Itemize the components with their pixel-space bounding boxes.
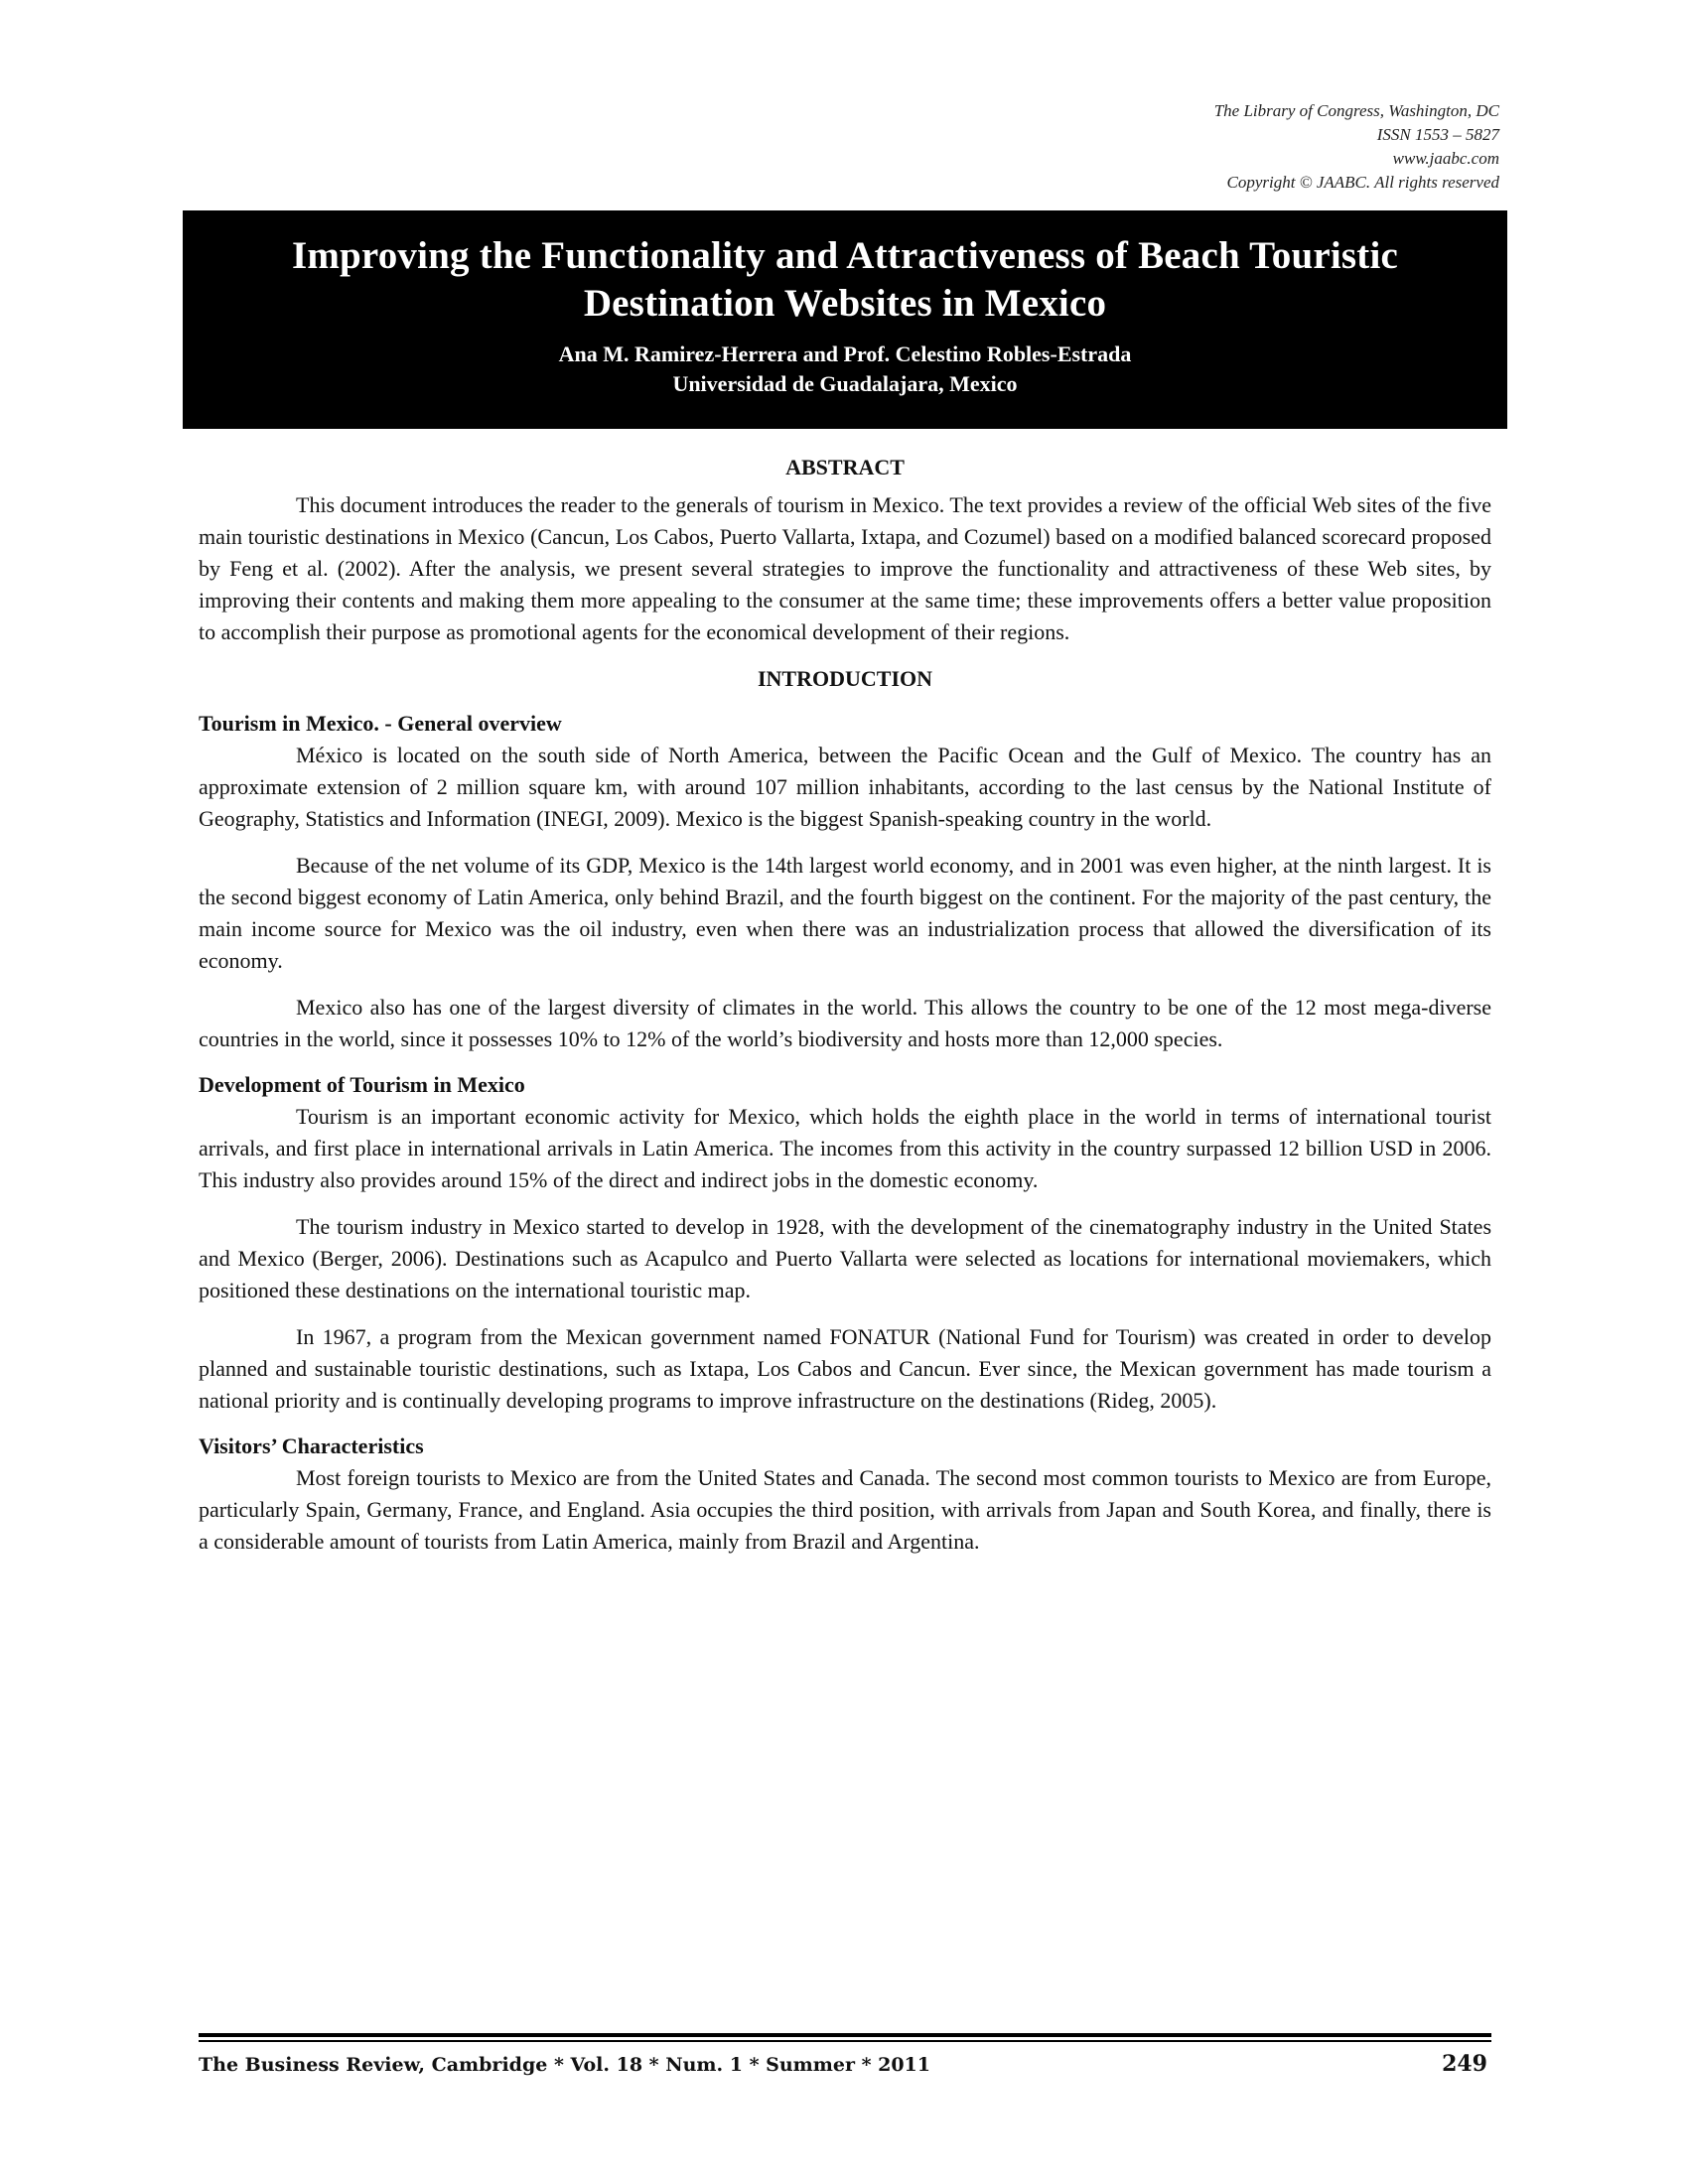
section-heading-overview: Tourism in Mexico. - General overview bbox=[199, 711, 562, 736]
meta-library-line: The Library of Congress, Washington, DC bbox=[1213, 101, 1499, 120]
journal-meta bbox=[1214, 99, 1499, 195]
page-footer bbox=[199, 2051, 1491, 2077]
paper-title: Improving the Functionality and Attractiveness of Beach Touristic Destination Websites in Mexico bbox=[291, 234, 1399, 325]
abstract-heading: ABSTRACT bbox=[785, 455, 905, 479]
paper-authors: Ana M. Ramirez-Herrera and Prof. Celestino Robles-Estrada bbox=[558, 341, 1132, 366]
abstract-text: This document introduces the reader to the generals of tourism in Mexico. The text provides a review of the official Web sites of the five main touristic destinations in Mexico (Cancun, Los Cabos, Puerto Vallarta, Ixtapa, and Cozumel) based on a modified balanced scorecard proposed by Feng et al. (2002). After the analysis, we present several strategies to improve the functionality and attractiveness of these Web sites, by improving their contents and making them more appealing to the consumer at the same time; these improvements offers a better value proposition to accomplish their purpose as promotional agents for the economical development of their regions. bbox=[199, 492, 1491, 644]
meta-copyright-line: Copyright © JAABC. All rights reserved bbox=[1226, 173, 1499, 192]
paragraph: Mexico also has one of the largest diversity of climates in the world. This allows the country to be one of the 12 most mega-diverse countries in the world, since it possesses 10% to 12% of the world’s biodiversity and hosts more than 12,000 species. bbox=[199, 995, 1491, 1051]
paper-affiliation: Universidad de Guadalajara, Mexico bbox=[672, 371, 1018, 396]
paragraph: México is located on the south side of North America, between the Pacific Ocean and the Gulf of Mexico. The country has an approximate extension of 2 million square km, with around 107 million inhabitants, according to the last census by the National Institute of Geography, Statistics and Information (INEGI, 2009). Mexico is the biggest Spanish-speaking country in the world. bbox=[199, 743, 1491, 831]
paragraph: Most foreign tourists to Mexico are from the United States and Canada. The second most common tourists to Mexico are from Europe, particularly Spain, Germany, France, and England. Asia occupies the third position, with arrivals from Japan and South Korea, and finally, there is a considerable amount of tourists from Latin America, mainly from Brazil and Argentina. bbox=[199, 1465, 1491, 1554]
section-heading-visitors: Visitors’ Characteristics bbox=[199, 1433, 424, 1458]
footer-rule-thick bbox=[199, 2033, 1491, 2037]
section-heading-development: Development of Tourism in Mexico bbox=[199, 1072, 525, 1097]
paper-body bbox=[199, 453, 1491, 1558]
introduction-heading: INTRODUCTION bbox=[757, 666, 933, 691]
paragraph: The tourism industry in Mexico started to develop in 1928, with the development of the cinematography industry in the United States and Mexico (Berger, 2006). Destinations such as Acapulco and Puerto Vallarta were selected as locations for international moviemakers, which positioned these destinations on the international touristic map. bbox=[199, 1214, 1491, 1302]
paragraph: In 1967, a program from the Mexican government named FONATUR (National Fund for Tourism) was created in order to develop planned and sustainable touristic destinations, such as Ixtapa, Los Cabos and Cancun. Ever since, the Mexican government has made tourism a national priority and is continually developing programs to improve infrastructure on the destinations (Rideg, 2005). bbox=[199, 1324, 1491, 1413]
footer-journal-info: The Business Review, Cambridge * Vol. 18 * Num. 1 * Summer * 2011 bbox=[199, 2054, 931, 2076]
paragraph: Because of the net volume of its GDP, Mexico is the 14th largest world economy, and in 2001 was even higher, at the ninth largest. It is the second biggest economy of Latin America, only behind Brazil, and the fourth biggest on the continent. For the majority of the past century, the main income source for Mexico was the oil industry, even when there was an industrialization process that allowed the diversification of its economy. bbox=[199, 853, 1491, 973]
footer-rule-thin bbox=[199, 2040, 1491, 2042]
paragraph: Tourism is an important economic activity for Mexico, which holds the eighth place in the world in terms of international tourist arrivals, and first place in international arrivals in Latin America. The incomes from this activity in the country surpassed 12 billion USD in 2006. This industry also provides around 15% of the direct and indirect jobs in the domestic economy. bbox=[199, 1104, 1491, 1192]
meta-issn-line: ISSN 1553 – 5827 bbox=[1376, 125, 1499, 144]
meta-website-line: www.jaabc.com bbox=[1392, 149, 1499, 168]
title-banner bbox=[183, 210, 1507, 429]
page-number: 249 bbox=[1442, 2051, 1487, 2077]
